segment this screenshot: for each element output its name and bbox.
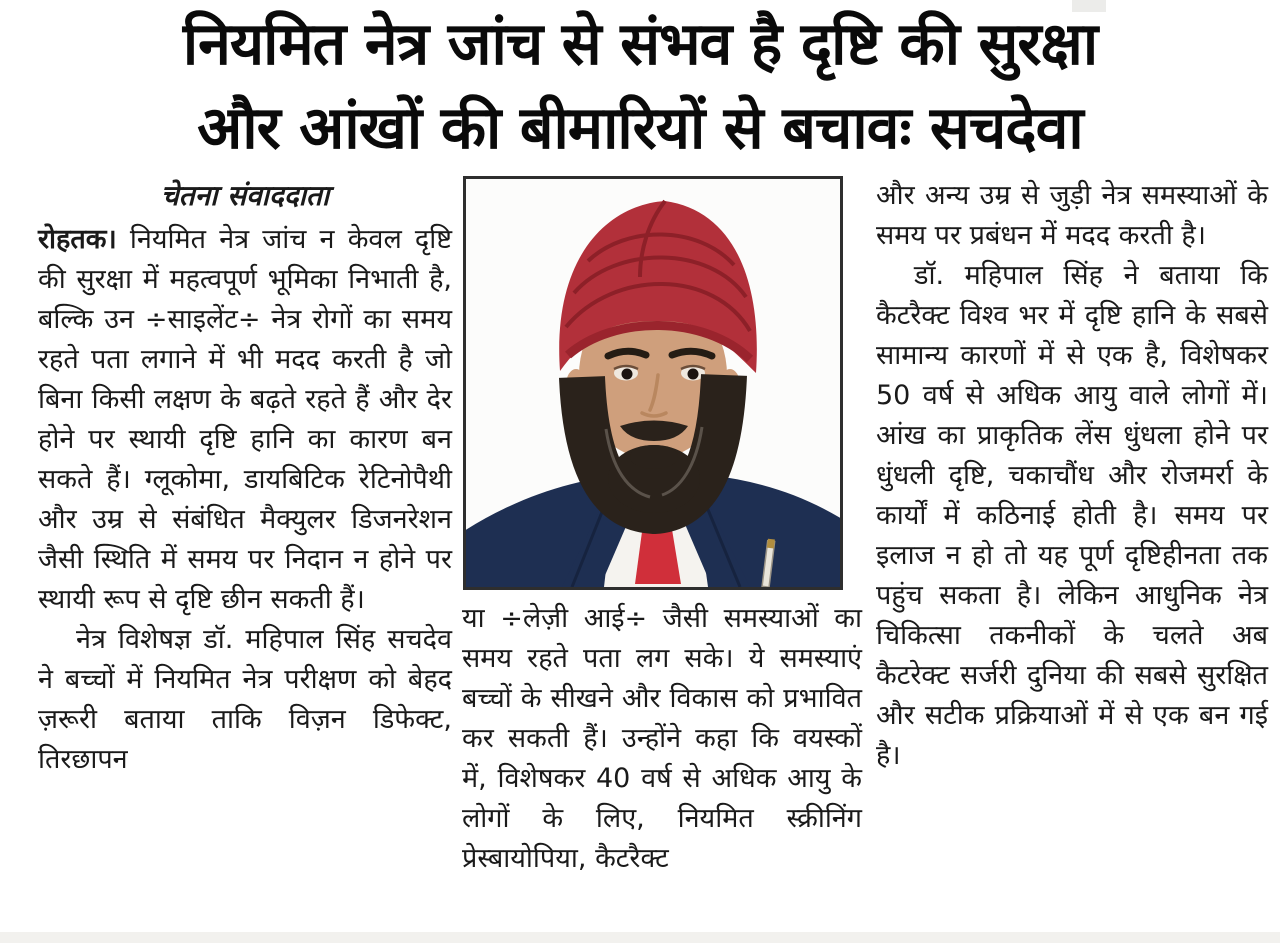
lower-lip-beard	[630, 445, 678, 469]
left-paragraph-1	[38, 220, 452, 620]
left-eye-pupil	[622, 369, 633, 380]
bottom-edge-strip	[0, 932, 1280, 943]
right-paragraph-2: डॉ. महिपाल सिंह ने बताया कि कैटरैक्ट विश्व भर में दृष्टि हानि के सबसे सामान्य कारणों में से एक है, विशेषकर 50 वर्ष से अधिक आयु वाले लोगों में। आंख का प्राकृतिक लेंस धुंधला होने पर धुंधली दृष्टि, चकाचौंध और रोजमर्रा के कार्यों में कठिनाई होती है। समय पर इलाज न हो तो यह पूर्ण दृष्टिहीनता तक पहुंच सकता है। लेकिन आधुनिक नेत्र चिकित्सा तकनीकों के चलते अब कैटरेक्ट सर्जरी दुनिया की सबसे सुरक्षित और सटीक प्रक्रियाओं में से एक बन गई है।	[876, 260, 1268, 771]
portrait-photo	[463, 176, 843, 590]
left-paragraph-1-text: नियमित नेत्र जांच न केवल दृष्टि की सुरक्षा में महत्वपूर्ण भूमिका निभाती है, बल्कि उन ÷साइलेंट÷ नेत्र रोगों का समय रहते पता लगाने में भी मदद करती है जो बिना किसी लक्षण के बढ़ते रहते हैं और देर होने पर स्थायी दृष्टि हानि का कारण बन सकते हैं। ग्लूकोमा, डायबिटिक रेटिनोपैथी और उम्र से संबंधित मैक्युलर डिजनरेशन जैसी स्थिति में समय पर निदान न होने पर स्थायी रूप से दृष्टि छीन सकती हैं।	[38, 224, 452, 615]
headline	[0, 2, 1280, 170]
headline-line-1: नियमित नेत्र जांच से संभव है दृष्टि की सुरक्षा	[182, 9, 1098, 78]
headline-line-2: और आंखों की बीमारियों से बचावः सचदेवा	[197, 93, 1083, 162]
middle-paragraph: या ÷लेज़ी आई÷ जैसी समस्याओं का समय रहते पता लग सके। ये समस्याएं बच्चों के सीखने और विकास को प्रभावित कर सकती हैं। उन्होंने कहा कि वयस्कों में, विशेषकर 40 वर्ष से अधिक आयु के लोगों के लिए, नियमित स्क्रीनिंग प्रेस्बायोपिया, कैटरैक्ट	[462, 603, 862, 874]
middle-column	[462, 176, 862, 879]
left-column	[38, 176, 452, 780]
byline: चेतना संवाददाता	[160, 179, 330, 212]
right-paragraph-1: और अन्य उम्र से जुड़ी नेत्र समस्याओं के समय पर प्रबंधन में मदद करती है।	[876, 180, 1268, 251]
dateline: रोहतक।	[38, 224, 117, 255]
portrait-illustration	[466, 179, 840, 587]
right-eye-pupil	[688, 369, 699, 380]
right-column	[876, 176, 1268, 776]
left-paragraph-2: नेत्र विशेषज्ञ डॉ. महिपाल सिंह सचदेव ने बच्चों में नियमित नेत्र परीक्षण को बेहद ज़रूरी बताया ताकि विज़न डिफेक्ट, तिरछापन	[38, 624, 452, 775]
